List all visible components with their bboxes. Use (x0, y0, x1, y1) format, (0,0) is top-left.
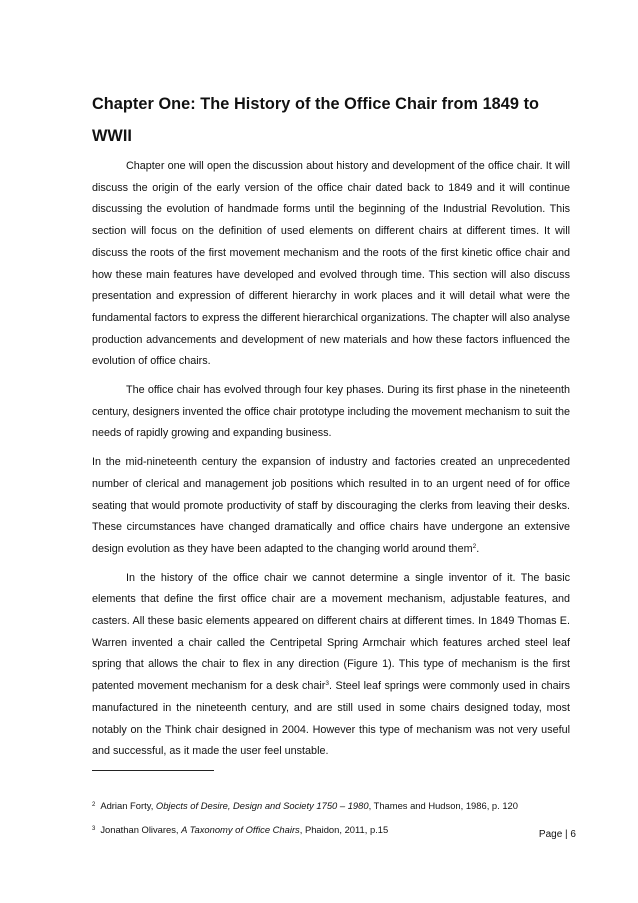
footnote-title: Objects of Desire, Design and Society 1750 – 1980 (155, 800, 369, 811)
footnote-details: , Thames and Hudson, 1986, p. 120 (368, 800, 518, 811)
paragraph-phases: The office chair has evolved through four key phases. During its first phase in the nineteenth century, designers invented the office chair prototype including the movement mechanism to suit the needs of rapidly growing and expanding business. (92, 384, 570, 440)
footnote-title: A Taxonomy of Office Chairs (181, 824, 300, 835)
paragraph-mid-century-end: . (476, 542, 480, 555)
paragraph-mid-century (92, 452, 570, 561)
footnote-number: 2 (92, 802, 96, 808)
footnote-author: Jonathan Olivares, (100, 824, 182, 835)
footnote-author: Adrian Forty, (100, 800, 156, 811)
page-number: Page | 6 (538, 829, 576, 840)
paragraph-inventor-text-a: In the history of the office chair we cannot determine a single inventor of it. The basic elements that define the first office chair are a movement mechanism, adjustable features, and casters. All these basic elements appeared on different chairs at different times. In 1849 Thomas E. Warren invented a chair called the Centripetal Spring Armchair which features arched steel leaf spring that allows the chair to flex in any direction (Figure 1). This type of mechanism is the first patented movement mechanism for a desk chair (92, 571, 570, 693)
paragraph-mid-century-text: In the mid-nineteenth century the expansion of industry and factories created an unprecedented number of clerical and management job positions which resulted in to an urgent need of for office seating that would promote productivity of staff by discouraging the clerks from leaving their desks. These circumstances have changed dramatically and office chairs have undergone an extensive design evolution as they have been adapted to the changing world around them (92, 456, 570, 555)
footnote-3 (92, 824, 388, 836)
footnote-number: 3 (92, 826, 96, 832)
footnote-2 (92, 800, 518, 812)
footnote-ref-3[interactable]: 3 (325, 680, 330, 688)
paragraph-intro: Chapter one will open the discussion about history and development of the office chair. It will discuss the origin of the early version of the office chair dated back to 1849 and it will continue discussing the evolution of handmade forms until the beginning of the Industrial Revolution. This section will focus on the definition of used elements on different chairs at different times. It will discuss the roots of the first movement mechanism and the roots of the first kinetic office chair and how these main features have developed and evolved through time. This section will also discuss presentation and expression of different hierarchy in work places and it will detail what were the fundamental factors to express the different hierarchical organizations. The chapter will also analyse production advancements and development of new materials and how these factors influenced the evolution of office chairs. (92, 160, 570, 368)
page-content (92, 88, 570, 763)
footnote-details: , Phaidon, 2011, p.15 (299, 824, 389, 835)
footnote-divider (92, 770, 214, 771)
body-text (92, 156, 570, 763)
paragraph-inventor (92, 568, 570, 763)
chapter-heading: Chapter One: The History of the Office Chair from 1849 to WWII (92, 95, 540, 145)
paragraph-inventor-text-b: . Steel leaf springs were commonly used in chairs manufactured in the nineteenth century, and are still used in some chairs designed today, most notably on the Think chair designed in 2004. However this type of mechanism was not very useful and successful, as it made the user feel unstable. (92, 680, 570, 758)
footnote-ref-2[interactable]: 2 (472, 542, 477, 550)
